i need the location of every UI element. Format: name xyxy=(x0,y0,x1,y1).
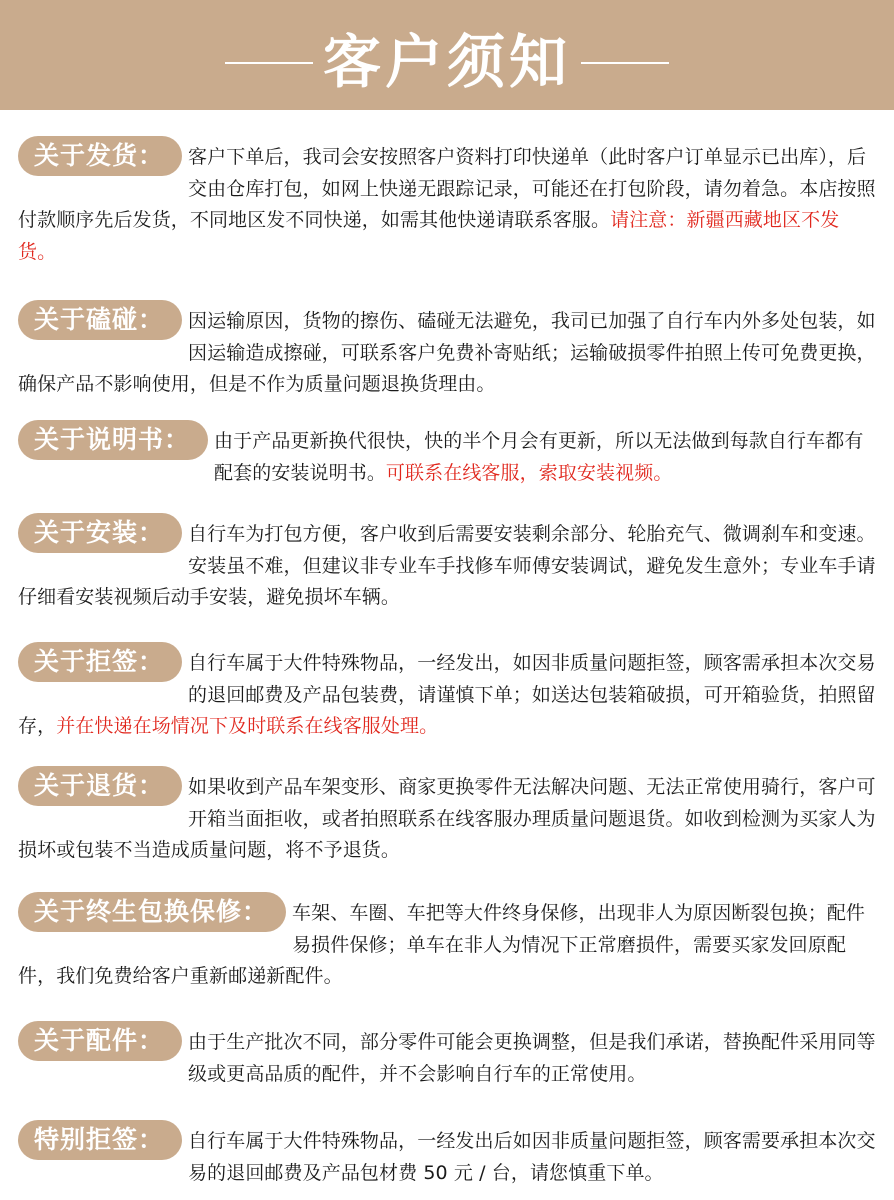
header-banner xyxy=(0,0,894,110)
section-manual xyxy=(18,426,876,489)
section-text: 如果收到产品车架变形、商家更换零件无法解决问题、无法正常使用骑行，客户可开箱当面拒收，或者拍照联系在线客服办理质量问题退货。如收到检测为买家人为损坏或包装不当造成质量问题，将不予退货。 xyxy=(18,776,876,861)
section-tag: 关于退货： xyxy=(18,766,182,806)
page-title: 客户须知 xyxy=(322,28,571,96)
section-tag: 关于拒签： xyxy=(18,642,182,682)
section-text: 客户下单后，我司会安按照客户资料打印快递单（此时客户订单显示已出库），后交由仓库打包，如网上快递无跟踪记录，可能还在打包阶段，请勿着急。本店按照付款顺序先后发货，不同地区发不同快递，如需其他快递请联系客服。 xyxy=(18,146,876,231)
section-tag: 关于说明书： xyxy=(18,420,208,460)
section-tag: 关于安装： xyxy=(18,513,182,553)
section-highlight: 请注意：新疆西藏地区不发货。 xyxy=(18,209,840,263)
section-collision xyxy=(18,306,876,401)
section-returns xyxy=(18,772,876,867)
section-text: 自行车为打包方便，客户收到后需要安装剩余部分、轮胎充气、微调刹车和变速。安装虽不难，但建议非专业车手找修车师傅安装调试，避免发生意外；专业车手请仔细看安装视频后动手安装，避免损坏车辆。 xyxy=(18,523,876,608)
section-tag: 关于磕碰： xyxy=(18,300,182,340)
section-rejection xyxy=(18,648,876,743)
title-divider-right xyxy=(581,62,669,64)
section-parts xyxy=(18,1027,876,1090)
section-text: 自行车属于大件特殊物品，一经发出，如因非质量问题拒签，顾客需承担本次交易的退回邮费及产品包装费，请谨慎下单；如送达包装箱破损，可开箱验货，拍照留存， xyxy=(18,652,876,737)
section-tag: 关于配件： xyxy=(18,1021,182,1061)
section-tag: 关于发货： xyxy=(18,136,182,176)
section-lifetime-warranty xyxy=(18,898,876,993)
section-text: 由于生产批次不同，部分零件可能会更换调整，但是我们承诺，替换配件采用同等级或更高品质的配件，并不会影响自行车的正常使用。 xyxy=(188,1031,876,1085)
section-special-rejection xyxy=(18,1126,876,1189)
section-tag: 特别拒签： xyxy=(18,1120,182,1160)
section-highlight: 并在快递在场情况下及时联系在线客服处理。 xyxy=(56,715,439,737)
section-installation xyxy=(18,519,876,614)
section-text: 因运输原因，货物的擦伤、磕碰无法避免，我司已加强了自行车内外多处包装，如因运输造成擦碰，可联系客户免费补寄贴纸；运输破损零件拍照上传可免费更换，确保产品不影响使用，但是不作为质量问题退换货理由。 xyxy=(18,310,876,395)
section-text: 由于产品更新换代很快，快的半个月会有更新，所以无法做到每款自行车都有配套的安装说明书。 xyxy=(214,430,864,484)
section-text: 车架、车圈、车把等大件终身保修，出现非人为原因断裂包换；配件易损件保修；单车在非人为情况下正常磨损件，需要买家发回原配件，我们免费给客户重新邮递新配件。 xyxy=(18,902,866,987)
section-highlight: 可联系在线客服，索取安装视频。 xyxy=(385,461,673,484)
section-text: 自行车属于大件特殊物品，一经发出后如因非质量问题拒签，顾客需要承担本次交易的退回邮费及产品包材费 50 元 / 台，请您慎重下单。 xyxy=(188,1130,876,1184)
section-tag: 关于终生包换保修： xyxy=(18,892,286,932)
section-shipping xyxy=(18,142,876,268)
